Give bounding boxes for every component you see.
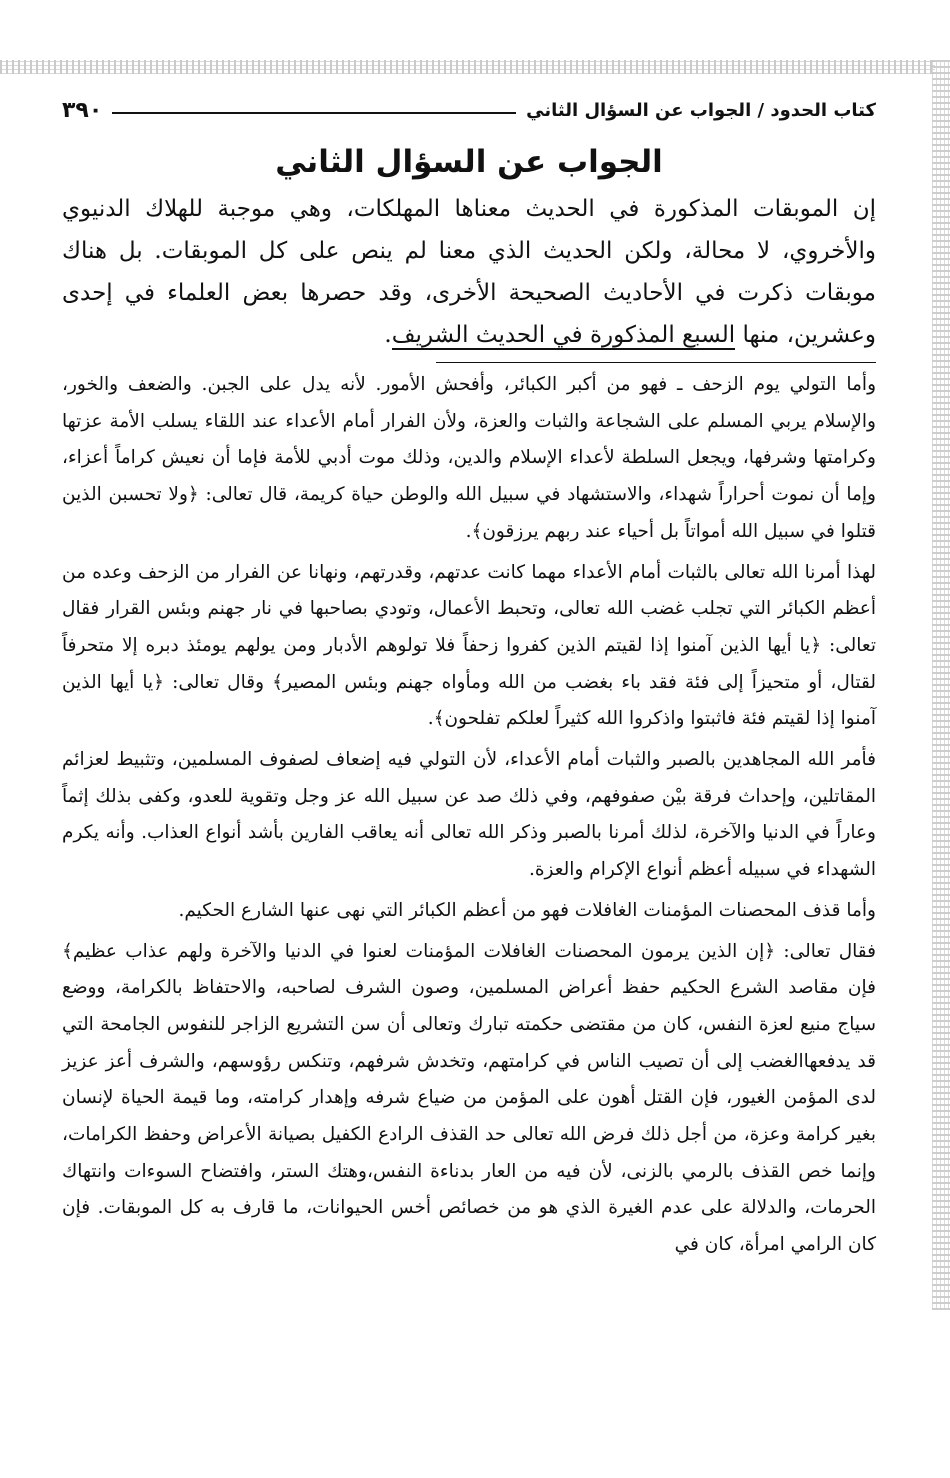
intro-end: . <box>384 322 392 348</box>
page-number: ٣٩٠ <box>62 97 103 123</box>
paragraph-patience: فأمر الله المجاهدين بالصبر والثبات أمام الأعداء، لأن التولي فيه إضعاف لصفوف المسلمين، وتثبيط لعزائم المقاتلين، وإحداث فرقة بيْن صفوفهم، وفي ذلك صد عن سبيل الله عز وجل وتقوية للعدو، وكفى بذلك إثماً وعاراً في الدنيا والآخرة، لذلك أمرنا بالصبر وذكر الله تعالى أنه يعاقب الفارين بأشد أنواع العذاب. وأنه يكرم الشهداء في سبيله أعظم أنواع الإكرام والعزة. <box>62 749 876 881</box>
chapter-title: الجواب عن السؤال الثاني <box>275 144 663 180</box>
paragraph-slander: وأما قذف المحصنات المؤمنات الغافلات فهو من أعظم الكبائر التي نهى عنها الشارع الحكيم. <box>178 899 876 921</box>
running-title: كتاب الحدود / الجواب عن السؤال الثاني <box>526 99 876 121</box>
header-rule <box>112 112 516 114</box>
intro-text: إن الموبقات المذكورة في الحديث معناها المهلكات، وهي موجبة للهلاك الدنيوي والأخروي، لا محالة، ولكن الحديث الذي معنا لم ينص على كل الموبقات. بل هناك موبقات ذكرت في الأحاديث الصحيحة الأخرى، وقد حصرها بعض العلماء في إحدى وعشرين، منها <box>62 196 876 348</box>
paragraph-steadfastness: لهذا أمرنا الله تعالى بالثبات أمام الأعداء مهما كانت عدتهم، وقدرتهم، ونهانا عن الفرار من الزحف وعده من أعظم الكبائر التي تجلب غضب الله تعالى، وتحبط الأعمال، وتودي بصاحبها في نار جهنم وبئس القرار فقال تعالى: ﴿يا أيها الذين آمنوا إذا لقيتم الذين كفروا زحفاً فلا تولوهم الأدبار ومن يولهم يومئذ دبره إلا متحرفاً لقتال، أو متحيزاً إلى فئة فقد باء بغضب من الله ومأواه جهنم وبئس المصير﴾ وقال تعالى: ﴿يا أيها الذين آمنوا إذا لقيتم فئة فاثبتوا واذكروا الله كثيراً لعلكم تفلحون﴾. <box>62 561 876 730</box>
intro-underlined-text: السبع المذكورة في الحديث الشريف <box>391 322 736 348</box>
running-header <box>62 92 876 128</box>
decorative-top-border <box>0 60 935 74</box>
paragraph-slander-verse: فقال تعالى: ﴿إن الذين يرمون المحصنات الغافلات المؤمنات لعنوا في الدنيا والآخرة ولهم عذاب عظيم﴾ فإن مقاصد الشرع الحكيم حفظ أعراض المسلمين، وصون الشرف لصاحبه، والاحتفاظ بالكرامة، ووضع سياج منيع لعزة النفس، كان من مقتضى حكمته تبارك وتعالى أن سن التشريع الزاجر للنفوس الجامحة التي قد يدفعهاالغضب إلى أن تصيب الناس في كرامتهم، وتخدش شرفهم، وتنكس رؤوسهم، والشرف أعز عزيز لدى المؤمن الغيور، فإن القتل أهون على المؤمن من ضياع شرفه وإهدار كرامته، وما قيمة الحياة لإنسان بغير كرامة وعزة، من أجل ذلك فرض الله تعالى حد القذف الرادع الكفيل بصيانة الأعراض وحفظ الكرامات، وإنما خص القذف بالرمي بالزنى، لأن فيه من العار بدناءة النفس،وهتك الستر، وافتضاح السوءات وانتهاك الحرمات، والدلالة على عدم الغيرة الذي هو من خصائص أخس الحيوانات، ما قارف به كل الموبقات. فإن كان الرامي امرأة، كان في <box>62 940 876 1256</box>
decorative-side-border <box>932 60 950 1310</box>
page-content <box>62 92 876 1268</box>
intro-paragraph <box>62 188 876 356</box>
section-divider <box>436 362 876 363</box>
paragraph-retreat: وأما التولي يوم الزحف ـ فهو من أكبر الكبائر، وأفحش الأمور. لأنه يدل على الجبن. والضعف والخور، والإسلام يربي المسلم على الشجاعة والثبات والعزة، ولأن الفرار أمام الأعداء عند اللقاء يسلب الأمة عزتها وكرامتها وشرفها، ويجعل السلطة لأعداء الإسلام والدين، وذلك موت أدبي للأمة فإما أن نعيش كراماً أعزاء، وإما أن نموت أحراراً شهداء، والاستشهاد في سبيل الله والوطن حياة كريمة، قال تعالى: ﴿ولا تحسبن الذين قتلوا في سبيل الله أمواتاً بل أحياء عند ربهم يرزقون﴾. <box>62 374 876 542</box>
